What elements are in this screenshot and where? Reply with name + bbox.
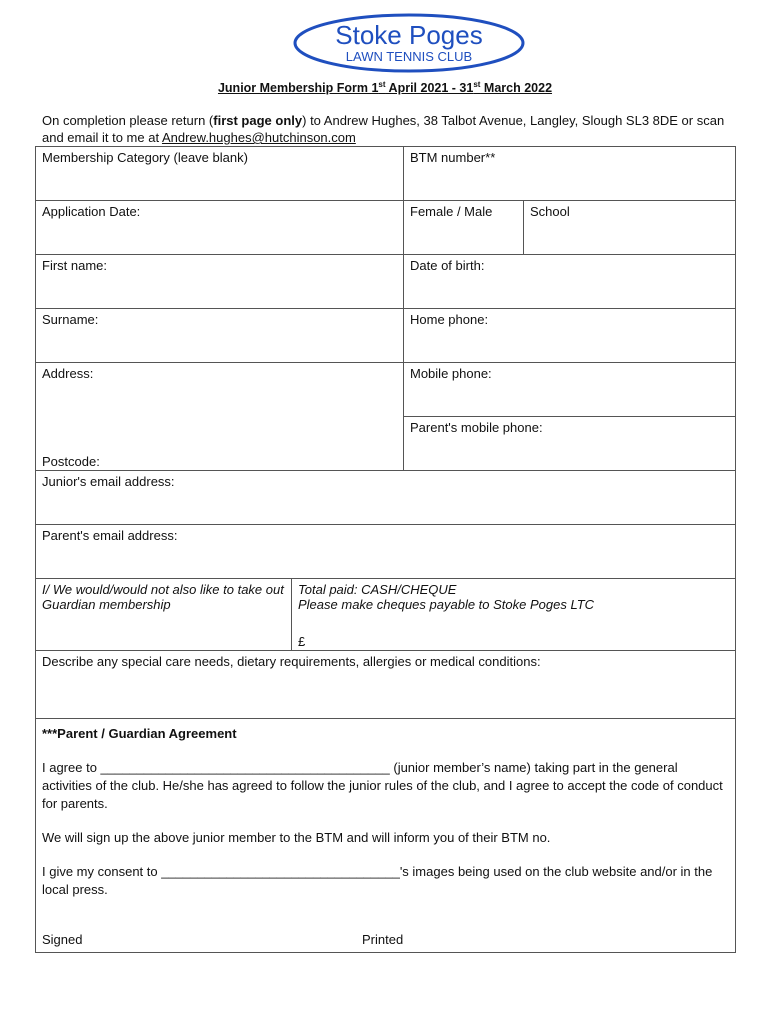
signature-line xyxy=(42,931,729,949)
logo-text-line1: Stoke Poges xyxy=(335,20,483,50)
agree-prefix: I agree to xyxy=(42,760,101,775)
consent-name-blank[interactable]: _________________________________ xyxy=(161,864,400,879)
agreement-paragraph xyxy=(42,759,729,813)
special-care-label: Describe any special care needs, dietary requirements, allergies or medical conditions: xyxy=(42,654,541,669)
club-logo xyxy=(292,12,527,74)
form-title xyxy=(0,80,770,95)
guardian-membership-field[interactable] xyxy=(36,579,292,651)
btm-signup-text: We will sign up the above junior member to the BTM and will inform you of their BTM no. xyxy=(42,830,551,845)
home-phone-label: Home phone: xyxy=(410,312,489,327)
parent-email-label: Parent's email address: xyxy=(42,528,178,543)
contact-email-link[interactable]: Andrew.hughes@hutchinson.com xyxy=(161,130,356,145)
mobile-phone-label: Mobile phone: xyxy=(410,366,492,381)
address-field[interactable] xyxy=(36,363,404,471)
instructions xyxy=(42,112,732,146)
application-date-label: Application Date: xyxy=(42,204,141,219)
first-name-label: First name: xyxy=(42,258,108,273)
junior-name-blank[interactable]: ________________________________________ xyxy=(100,760,390,775)
postcode-label: Postcode: xyxy=(42,454,100,469)
logo-text-line2: LAWN TENNIS CLUB xyxy=(345,49,473,64)
intro-part1: On completion please return ( xyxy=(42,113,214,128)
title-suffix: March 2022 xyxy=(480,81,553,96)
guardian-membership-label: I/ We would/would not also like to take out Guardian membership xyxy=(42,582,284,612)
consent-rest: 's images being used on the club website and/or in the local press. xyxy=(42,864,713,897)
intro-part2: ) to Andrew Hughes, 38 Talbot Avenue, Langley, Slough SL3 8DE or scan and email it to me at xyxy=(42,113,725,145)
dob-label: Date of birth: xyxy=(410,258,485,273)
agreement-heading: ***Parent / Guardian Agreement xyxy=(42,726,237,741)
cheques-payable-label: Please make cheques payable to Stoke Poges LTC xyxy=(298,597,595,612)
btm-number-field[interactable] xyxy=(404,147,736,201)
gender-field[interactable] xyxy=(404,201,524,255)
membership-category-label: Membership Category (leave blank) xyxy=(42,150,248,165)
title-sup2: st xyxy=(473,80,481,89)
consent-paragraph xyxy=(42,863,729,899)
title-prefix: Junior Membership Form 1 xyxy=(217,81,379,96)
parent-mobile-field[interactable] xyxy=(404,417,736,471)
total-paid-label: Total paid: CASH/CHEQUE xyxy=(298,582,457,597)
pound-label: £ xyxy=(298,634,306,649)
school-field[interactable] xyxy=(524,201,736,255)
consent-prefix: I give my consent to xyxy=(42,864,162,879)
special-care-field[interactable] xyxy=(36,651,736,719)
title-sup1: st xyxy=(378,80,386,89)
junior-email-field[interactable] xyxy=(36,471,736,525)
agree-rest: (junior member’s name) taking part in the general activities of the club. He/she has agreed to follow the junior rules of the club, and I agree to accept the code of conduct for parents. xyxy=(42,760,723,811)
membership-category-field[interactable] xyxy=(36,147,404,201)
school-label: School xyxy=(530,204,570,219)
first-name-field[interactable] xyxy=(36,255,404,309)
mobile-phone-field[interactable] xyxy=(404,363,736,417)
junior-email-label: Junior's email address: xyxy=(42,474,175,489)
application-date-field[interactable] xyxy=(36,201,404,255)
address-label: Address: xyxy=(42,366,94,381)
title-middle: April 2021 - 31 xyxy=(385,81,474,96)
parent-email-field[interactable] xyxy=(36,525,736,579)
btm-number-label: BTM number** xyxy=(410,150,496,165)
intro-bold: first page only xyxy=(213,113,303,128)
signed-label[interactable]: Signed xyxy=(42,932,83,947)
home-phone-field[interactable] xyxy=(404,309,736,363)
parent-agreement-section xyxy=(36,719,736,953)
parent-mobile-label: Parent's mobile phone: xyxy=(410,420,543,435)
membership-form-table xyxy=(35,146,736,953)
gender-label: Female / Male xyxy=(410,204,493,219)
payment-field[interactable] xyxy=(292,579,736,651)
dob-field[interactable] xyxy=(404,255,736,309)
printed-label[interactable]: Printed xyxy=(362,932,404,947)
surname-label: Surname: xyxy=(42,312,99,327)
surname-field[interactable] xyxy=(36,309,404,363)
